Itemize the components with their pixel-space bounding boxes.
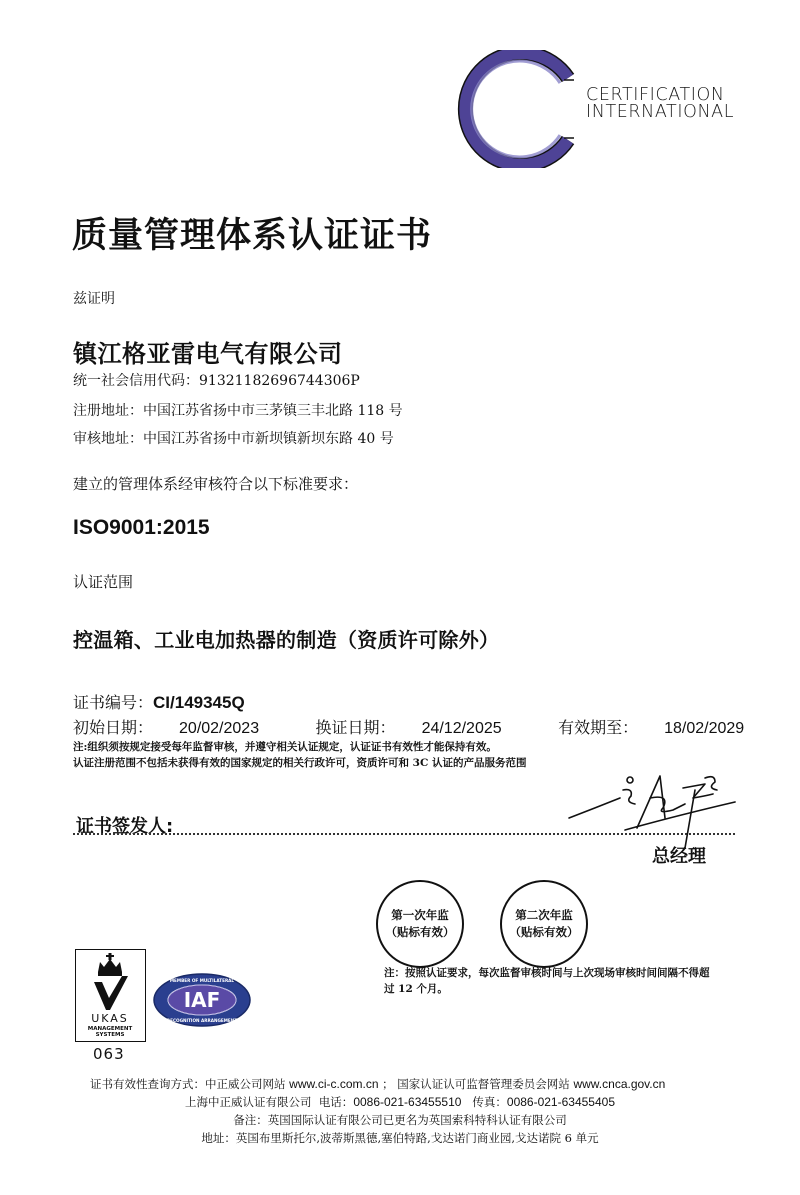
logo-line-1: CERTIFICATION	[586, 85, 725, 105]
issuer-label: 证书签发人:	[76, 816, 174, 837]
svg-text:MANAGEMENT: MANAGEMENT	[87, 1026, 133, 1032]
registered-address-label: 注册地址：	[73, 403, 143, 419]
svg-text:RECOGNITION ARRANGEMENT: RECOGNITION ARRANGEMENT	[166, 1018, 238, 1023]
hereby-certify-label: 兹证明	[73, 291, 115, 307]
credit-code-label: 统一社会信用代码：	[73, 373, 199, 389]
scope-label: 认证范围	[73, 573, 134, 591]
note-line-1: 注:组织须按规定接受每年监督审核，并遵守相关认证规定，认证证书有效性才能保持有效。	[73, 741, 497, 753]
audit-address-label: 审核地址：	[73, 431, 143, 447]
registered-address-line	[73, 400, 403, 420]
footer-contact-line	[0, 1094, 800, 1110]
certificate-number: CI/149345Q	[153, 693, 245, 712]
ukas-logo	[75, 949, 146, 1042]
footer-remark-line: 备注：英国国际认证有限公司已更名为英国索科特科认证有限公司	[233, 1113, 567, 1127]
initial-date-label: 初始日期：	[73, 720, 154, 737]
footer-fax-label: 传真：	[472, 1095, 507, 1109]
company-name: 镇江格亚雷电气有限公司	[73, 340, 343, 368]
logo-line-2: INTERNATIONAL	[586, 102, 735, 122]
audit-address-value: 中国江苏省扬中市新坝镇新坝东路 40 号	[143, 431, 394, 447]
surveillance-note: 注：按照认证要求，每次监督审核时间与上次现场审核时间间隔不得超过 12 个月。	[384, 967, 710, 995]
footer-company: 上海中正威认证有限公司	[185, 1095, 312, 1109]
seal-line-2: （贴标有效）	[385, 925, 455, 939]
seal-line-1: 第一次年监	[391, 908, 449, 922]
certificate-number-label: 证书编号：	[73, 693, 154, 712]
scope-text: 控温箱、工业电加热器的制造（资质许可除外）	[73, 628, 500, 652]
reissue-date-value: 24/12/2025	[421, 720, 502, 737]
reissue-date	[316, 720, 528, 737]
iaf-mla-logo-icon	[152, 972, 252, 1028]
certificate-title: 质量管理体系认证证书	[72, 216, 433, 256]
footer-fax: 0086-021-63455405	[506, 1095, 615, 1109]
logo-wordmark	[586, 87, 734, 121]
footer-verification-mid: ； 国家认证认可监督管理委员会网站	[378, 1077, 574, 1091]
requirement-text: 建立的管理体系经审核符合以下标准要求：	[73, 475, 359, 493]
footer-verification-prefix: 证书有效性查询方式：中正威公司网站	[90, 1077, 290, 1091]
handwritten-signature-icon	[565, 768, 755, 848]
certificate-number-line	[73, 690, 245, 713]
registered-address-value: 中国江苏省扬中市三茅镇三丰北路 118 号	[143, 403, 403, 419]
standard-name: ISO9001:2015	[73, 516, 210, 539]
dates-line	[73, 715, 796, 738]
audit-address-line	[73, 428, 394, 448]
initial-date	[73, 720, 285, 737]
valid-until-value: 18/02/2029	[664, 720, 745, 737]
note-line-2: 认证注册范围不包括未获得有效的国家规定的相关行政许可，资质许可和 3C 认证的产品服务范围	[73, 757, 527, 769]
ukas-crown-check-icon	[76, 950, 144, 1040]
credit-code-line	[73, 370, 360, 390]
valid-until	[558, 720, 770, 737]
cnca-website-link[interactable]: www.cnca.gov.cn	[573, 1077, 666, 1091]
svg-text:SYSTEMS: SYSTEMS	[95, 1032, 125, 1038]
footer-phone: 0086-021-63455510	[353, 1095, 462, 1109]
ci-website-link[interactable]: www.ci-c.com.cn	[289, 1077, 379, 1091]
reissue-date-label: 换证日期：	[315, 720, 396, 737]
seal-line-1: 第二次年监	[515, 908, 573, 922]
second-surveillance-seal	[500, 880, 588, 968]
footer-phone-label: 电话：	[318, 1095, 354, 1109]
footer-address-line: 地址：英国布里斯托尔,波蒂斯黑德,塞伯特路,戈达诺门商业园,戈达诺院 6 单元	[201, 1131, 599, 1145]
valid-until-label: 有效期至：	[558, 720, 639, 737]
footer-verification-line	[90, 1076, 665, 1092]
seal-line-2: （贴标有效）	[509, 925, 579, 939]
svg-text:IAF: IAF	[183, 988, 221, 1012]
ukas-accreditation-number: 063	[93, 1045, 125, 1063]
initial-date-value: 20/02/2023	[179, 720, 260, 737]
credit-code-value: 91321182696744306P	[199, 373, 360, 389]
signatory-title: 总经理	[652, 846, 706, 867]
ci-ring-logo-icon	[456, 50, 578, 168]
first-surveillance-seal	[376, 880, 464, 968]
svg-text:MEMBER OF MULTILATERAL: MEMBER OF MULTILATERAL	[169, 978, 235, 983]
svg-text:UKAS: UKAS	[91, 1012, 129, 1025]
